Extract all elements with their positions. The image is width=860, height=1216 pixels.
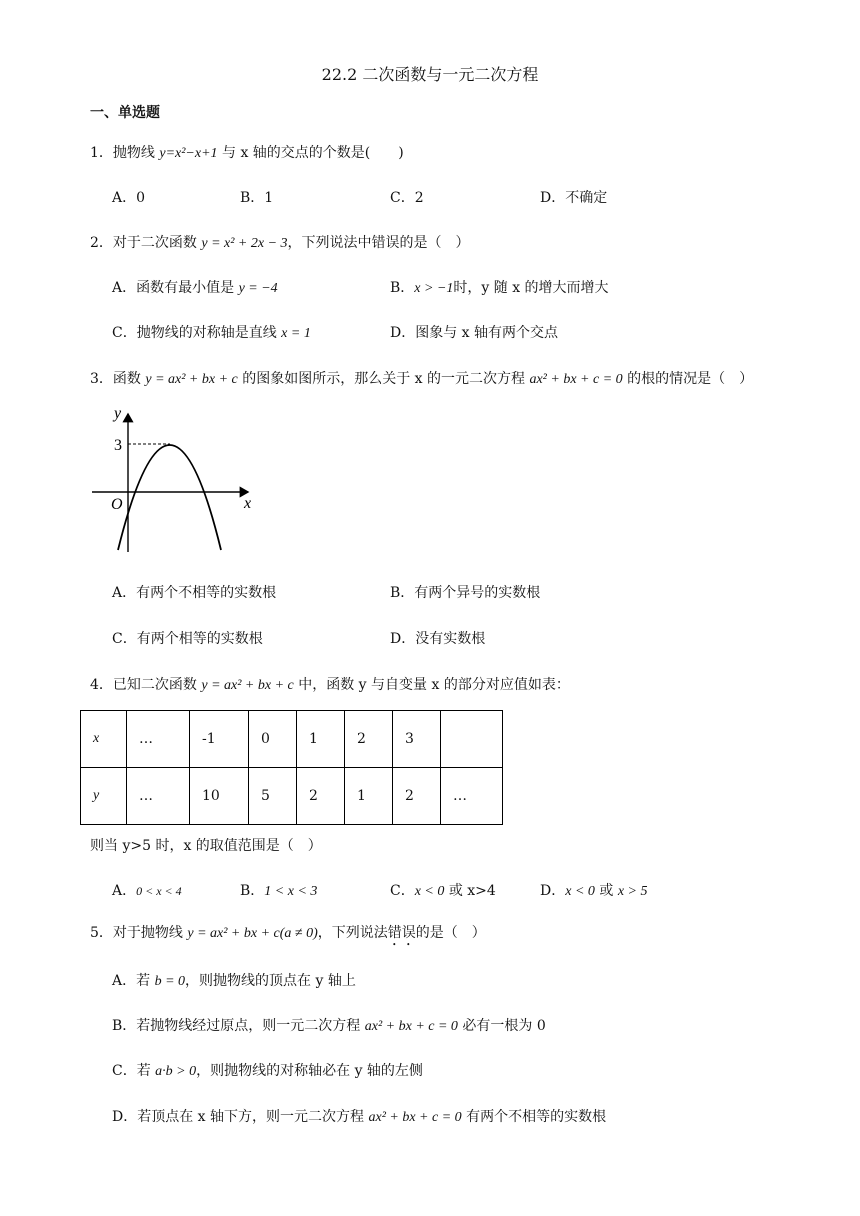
q5-option-c: C．若 a·b > 0，则抛物线的对称轴必在 y 轴的左侧 [112, 1063, 423, 1079]
table-cell: 10 [190, 768, 249, 825]
table-cell: … [441, 768, 503, 825]
table-cell: 2 [297, 768, 345, 825]
section-heading: 一、单选题 [90, 105, 160, 121]
table-cell: 0 [249, 711, 297, 768]
q1-equation: y=x²−x+1 [159, 146, 218, 161]
graph-origin-label: O [111, 496, 123, 513]
q1-option-d: D．不确定 [540, 190, 608, 206]
question-1-stem: 1．抛物线 y=x²−x+1 与 x 轴的交点的个数是( ) [90, 145, 404, 161]
q3-option-d: D．没有实数根 [390, 631, 486, 647]
question-3-stem: 3．函数 y = ax² + bx + c 的图象如图所示，那么关于 x 的一元二次方程 ax² + bx + c = 0 的根的情况是（ ） [90, 371, 754, 387]
q5-option-b: B．若抛物线经过原点，则一元二次方程 ax² + bx + c = 0 必有一根为 0 [112, 1018, 546, 1034]
table-cell: 2 [345, 711, 393, 768]
q3-option-a: A．有两个不相等的实数根 [112, 585, 277, 601]
table-cell: -1 [190, 711, 249, 768]
q4-option-c: C．x < 0 或 x>4 [390, 883, 496, 899]
value-table [80, 710, 503, 825]
table-row [81, 768, 503, 825]
table-cell: … [127, 768, 190, 825]
table-cell: 3 [393, 711, 441, 768]
table-cell: 1 [345, 768, 393, 825]
question-4-stem: 4．已知二次函数 y = ax² + bx + c 中，函数 y 与自变量 x 的部分对应值如表： [90, 677, 570, 693]
graph-y-label: y [114, 405, 122, 422]
q1-option-b: B．1 [240, 190, 274, 206]
question-2-stem: 2．对于二次函数 y = x² + 2x − 3，下列说法中错误的是（ ） [90, 235, 470, 251]
q2-option-b: B．x > −1时，y 随 x 的增大而增大 [390, 280, 609, 296]
q3-option-c: C．有两个相等的实数根 [112, 631, 263, 647]
table-cell [441, 711, 503, 768]
q4-option-a: A．0 < x < 4 [112, 883, 182, 899]
table-row [81, 711, 503, 768]
parabola-graph [88, 402, 264, 558]
q5-option-d: D．若顶点在 x 轴下方，则一元二次方程 ax² + bx + c = 0 有两个不相等的实数根 [112, 1109, 607, 1125]
q1-option-c: C．2 [390, 190, 424, 206]
emphasis-wrong: 错误 [387, 925, 416, 941]
page-title: 22.2 二次函数与一元二次方程 [321, 65, 539, 84]
q1-option-a: A．0 [112, 190, 146, 206]
q4-option-d: D．x < 0 或 x > 5 [540, 883, 648, 899]
table-cell: y [81, 768, 127, 825]
parabola-curve [118, 445, 221, 550]
table-cell: 1 [297, 711, 345, 768]
table-cell: 2 [393, 768, 441, 825]
table-cell: … [127, 711, 190, 768]
graph-peak-label: 3 [114, 437, 122, 454]
q2-option-a: A．函数有最小值是 y = −4 [112, 280, 278, 296]
q2-equation: y = x² + 2x − 3 [201, 236, 288, 251]
q2-option-c: C．抛物线的对称轴是直线 x = 1 [112, 325, 311, 341]
q2-option-d: D．图象与 x 轴有两个交点 [390, 325, 559, 341]
q4-option-b: B．1 < x < 3 [240, 883, 318, 899]
q5-option-a: A．若 b = 0，则抛物线的顶点在 y 轴上 [112, 973, 356, 989]
question-5-stem: 5．对于抛物线 y = ax² + bx + c(a ≠ 0)，下列说法错误的是（ ） [90, 925, 486, 941]
q4-followup: 则当 y>5 时，x 的取值范围是（ ） [90, 838, 322, 854]
table-cell: x [81, 711, 127, 768]
graph-x-label: x [244, 495, 252, 512]
table-cell: 5 [249, 768, 297, 825]
q3-option-b: B．有两个异号的实数根 [390, 585, 541, 601]
